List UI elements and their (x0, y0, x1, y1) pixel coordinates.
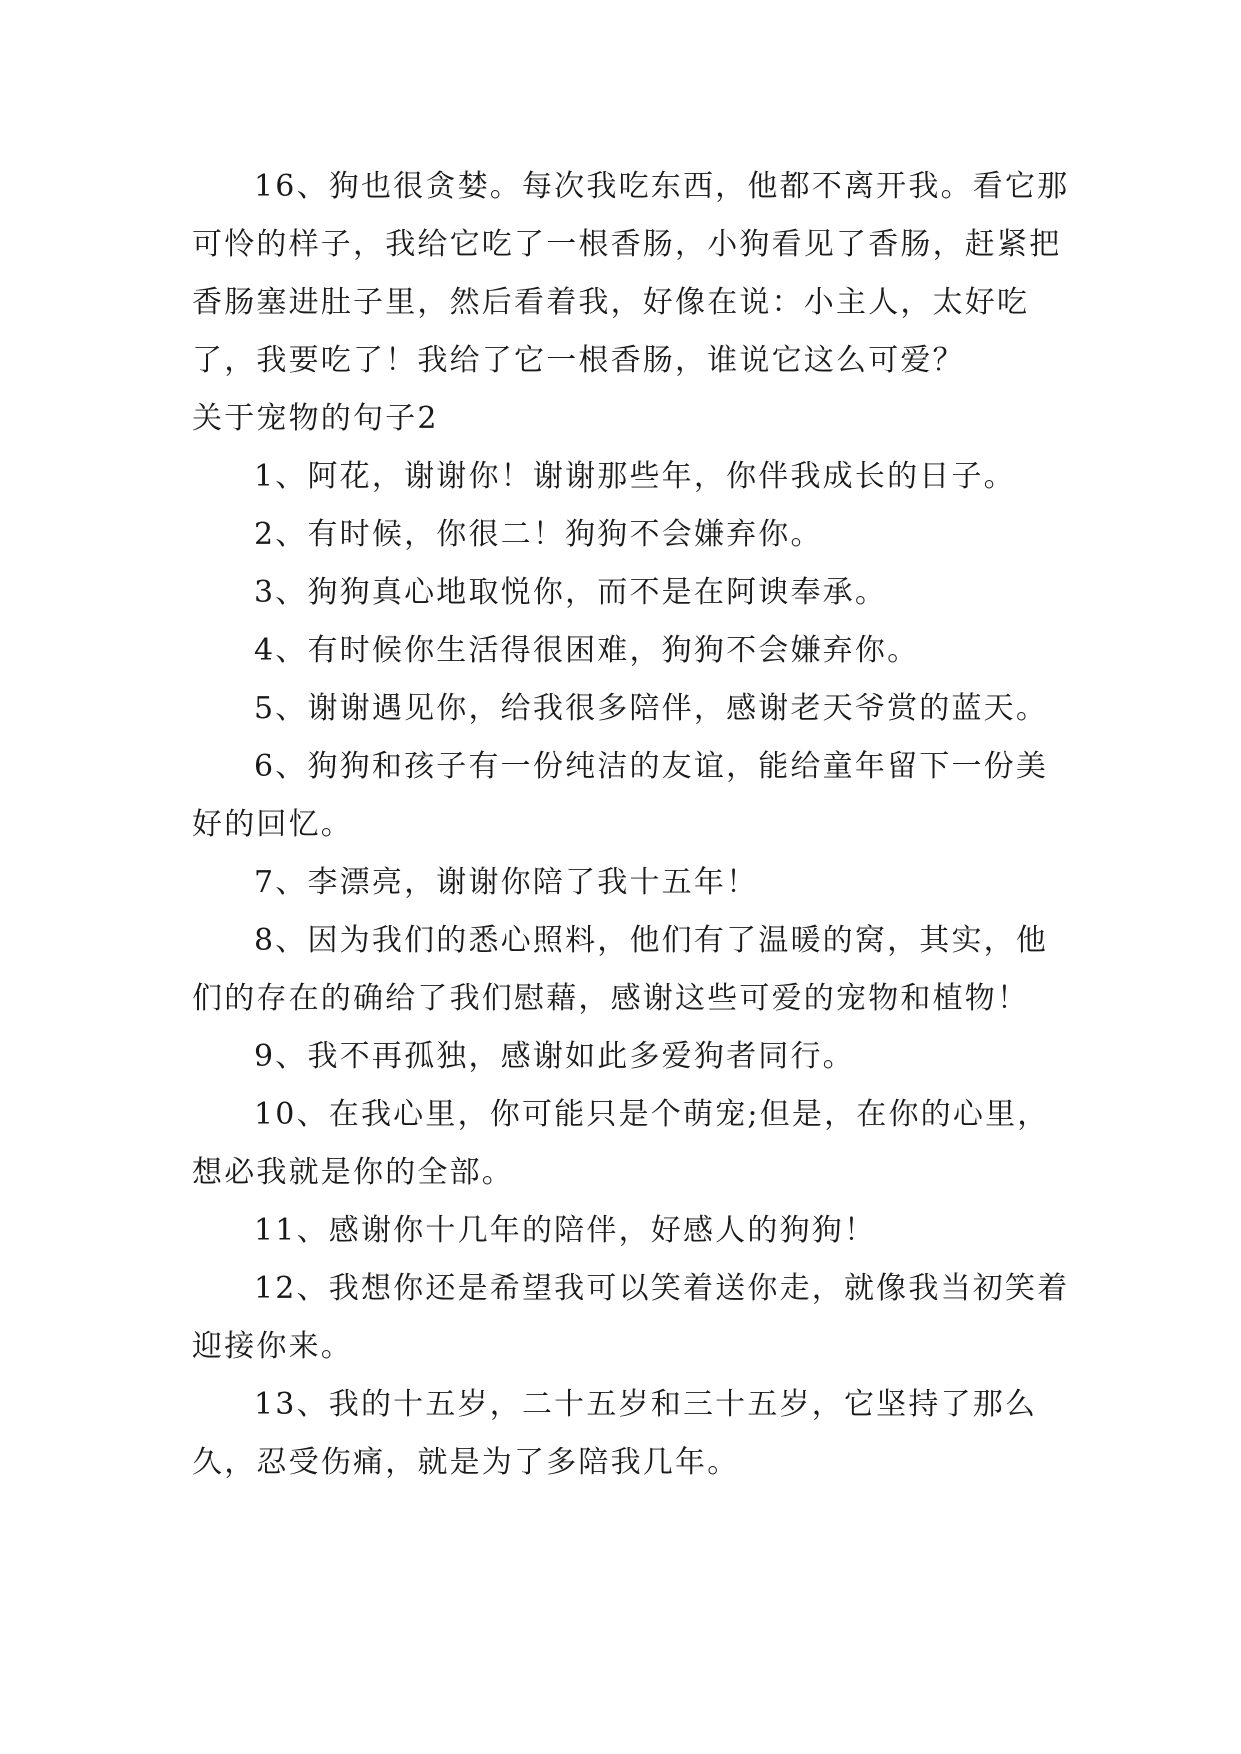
paragraph-5: 5、谢谢遇见你，给我很多陪伴，感谢老天爷赏的蓝天。 (254, 691, 1049, 726)
paragraph-13: 13、我的十五岁，二十五岁和三十五岁，它坚持了那么久，忍受伤痛，就是为了多陪我几年。 (192, 1387, 1038, 1480)
paragraph-4: 4、有时候你生活得很困难，狗狗不会嫌弃你。 (254, 633, 920, 668)
paragraph-10: 10、在我心里，你可能只是个萌宠;但是，在你的心里，想必我就是你的全部。 (192, 1097, 1050, 1190)
paragraph-9: 9、我不再孤独，感谢如此多爱狗者同行。 (254, 1039, 855, 1074)
section-heading: 关于宠物的句子2 (192, 401, 439, 436)
paragraph-8: 8、因为我们的悉心照料，他们有了温暖的窝，其实，他们的存在的确给了我们慰藉，感谢这些可爱的宠物和植物！ (192, 923, 1049, 1016)
paragraph-11: 11、感谢你十几年的陪伴，好感人的狗狗！ (254, 1213, 877, 1248)
paragraph-7: 7、李漂亮，谢谢你陪了我十五年！ (254, 865, 759, 900)
paragraph-2: 2、有时候，你很二！狗狗不会嫌弃你。 (254, 517, 823, 552)
paragraph-12: 12、我想你还是希望我可以笑着送你走，就像我当初笑着迎接你来。 (192, 1271, 1070, 1364)
paragraph-3: 3、狗狗真心地取悦你，而不是在阿谀奉承。 (254, 575, 888, 610)
document-page (192, 158, 1072, 1492)
paragraph-6: 6、狗狗和孩子有一份纯洁的友谊，能给童年留下一份美好的回忆。 (192, 749, 1049, 842)
paragraph-16: 16、狗也很贪婪。每次我吃东西，他都不离开我。看它那可怜的样子，我给它吃了一根香肠，小狗看见了香肠，赶紧把香肠塞进肚子里，然后看着我，好像在说：小主人，太好吃了，我要吃了！我给了它一根香肠，谁说它这么可爱？ (192, 169, 1070, 378)
paragraph-1: 1、阿花，谢谢你！谢谢那些年，你伴我成长的日子。 (254, 459, 1016, 494)
